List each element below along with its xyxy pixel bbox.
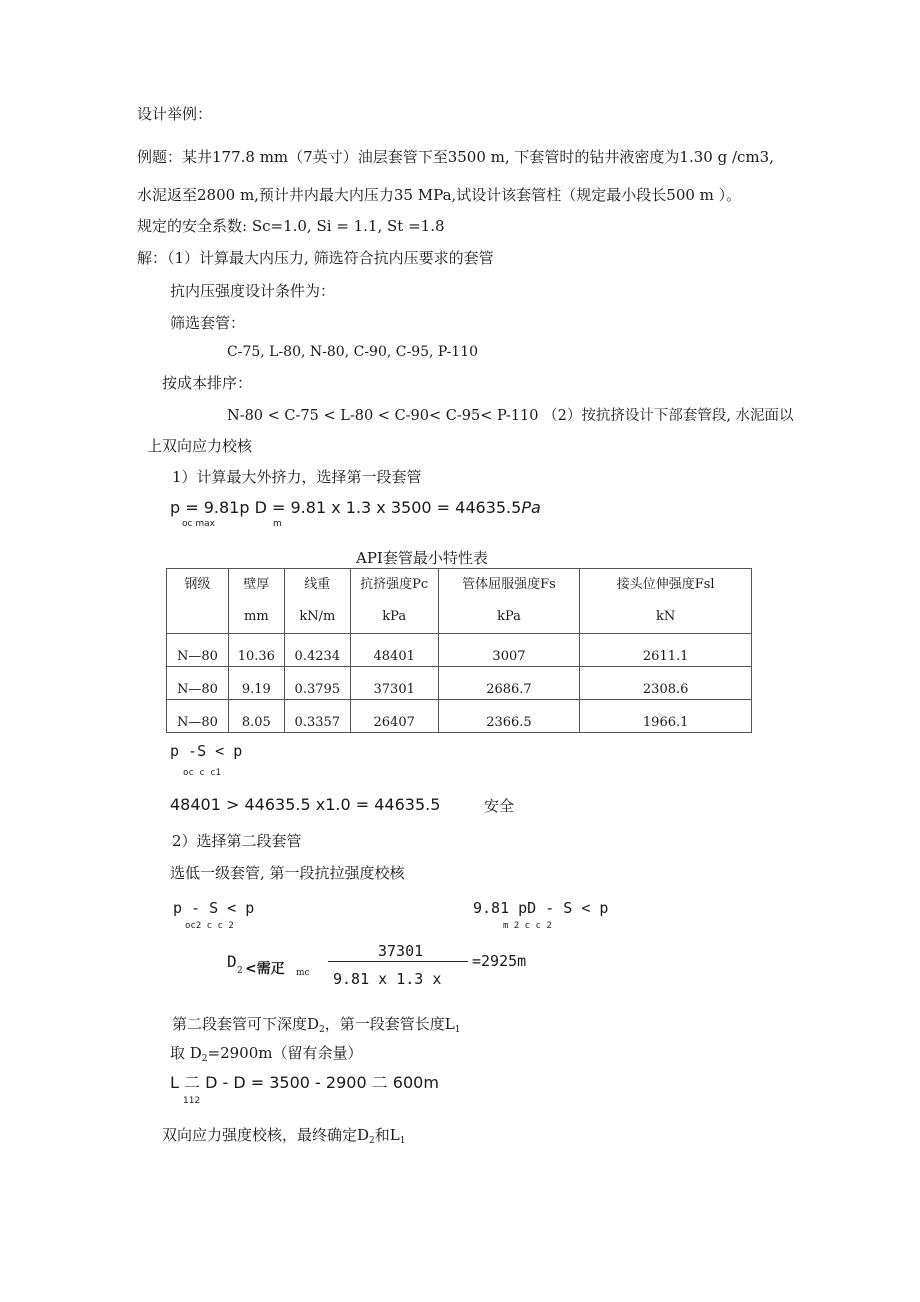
col-wall-thickness: 壁厚 mm bbox=[228, 569, 284, 634]
formula-subscript-oc: oc max bbox=[182, 519, 215, 529]
fraction-bar bbox=[328, 961, 468, 962]
second-depth-text: 第二段套管可下深度$D_2$，第一段套管长度$L_1$ bbox=[172, 1015, 461, 1035]
cost-order: N-80 < C-75 < L-80 < C-90< C-95< P-110 （2）按抗挤设计下部套管段, 水泥面以 bbox=[227, 408, 794, 424]
col-body-yield: 管体屈服强度Fs kPa bbox=[438, 569, 580, 634]
length-formula: L 二 D - D = 3500 - 2900 二 600m bbox=[170, 1073, 439, 1092]
collapse-check-expr: p -S < p bbox=[170, 742, 243, 760]
cost-order-label: 按成本排序： bbox=[162, 374, 253, 392]
collapse-check-calc: 48401 > 44635.5 x1.0 = 44635.5 bbox=[170, 795, 441, 814]
substep-2: 2）选择第二段套管 bbox=[172, 832, 302, 850]
fraction-numerator: 37301 bbox=[378, 942, 424, 960]
formula-subscript-m: m bbox=[273, 519, 282, 529]
grade-list: C-75, L-80, N-80, C-90, C-95, P-110 bbox=[227, 344, 479, 360]
second-expr-left: p - S < p bbox=[173, 899, 255, 917]
burst-condition: 抗内压强度设计条件为： bbox=[170, 282, 336, 300]
take-d2: 取 $D_2=2900m$（留有余量） bbox=[170, 1044, 363, 1064]
second-expr-right: 9.81 pD - S < p bbox=[473, 899, 609, 917]
table-row: N—80 10.36 0.4234 48401 3007 2611.1 bbox=[167, 634, 752, 667]
d2-relation: <需疋 bbox=[245, 961, 285, 977]
col-collapse-strength: 抗挤强度Pc kPa bbox=[350, 569, 438, 634]
length-formula-sub: 112 bbox=[183, 1096, 201, 1106]
solution-step-1: 解：（1）计算最大内压力, 筛选符合抗内压要求的套管 bbox=[137, 249, 494, 267]
table-header-row bbox=[167, 569, 752, 634]
formula-max-collapse bbox=[170, 498, 541, 518]
fraction-result: =2925m bbox=[472, 952, 527, 970]
formula-unit: Pa bbox=[521, 498, 541, 517]
final-check: 双向应力强度校核，最终确定$D_2$和$L_1$ bbox=[162, 1126, 406, 1146]
safety-factors: 规定的安全系数: Sc=1.0, Si = 1.1, St =1.8 bbox=[137, 217, 445, 235]
second-expr-left-sub: oc2 c c 2 bbox=[185, 921, 234, 931]
substep-1: 1）计算最大外挤力，选择第一段套管 bbox=[172, 468, 422, 486]
col-grade: 钢级 bbox=[167, 569, 229, 634]
collapse-check-result: 安全 bbox=[484, 797, 515, 815]
formula-main: p = 9.81p D = 9.81 x 1.3 x 3500 = 44635.5 bbox=[170, 498, 522, 517]
table-title: API套管最小特性表 bbox=[356, 549, 488, 567]
cost-order-continued: 上双向应力校核 bbox=[147, 437, 253, 455]
section-heading: 设计举例： bbox=[137, 105, 213, 123]
col-joint-strength: 接头位伸强度Fsl kN bbox=[580, 569, 752, 634]
table-row: N—80 9.19 0.3795 37301 2686.7 2308.6 bbox=[167, 667, 752, 700]
collapse-check-sub: oc c c1 bbox=[183, 768, 221, 778]
api-casing-table bbox=[166, 568, 752, 733]
table-row: N—80 8.05 0.3357 26407 2366.5 1966.1 bbox=[167, 700, 752, 733]
problem-line-2: 水泥返至2800 m,预计井内最大内压力35 MPa,试设计该套管柱（规定最小段长500 m ）。 bbox=[137, 186, 742, 204]
problem-line-1: 例题：某井177.8 mm（7英寸）油层套管下至3500 m, 下套管时的钻井液密度为1.30 g /cm3, bbox=[137, 148, 774, 166]
fraction-denominator: 9.81 x 1.3 x bbox=[333, 970, 442, 988]
second-expr-right-sub: m 2 c c 2 bbox=[503, 921, 552, 931]
d2-subscript: 2 bbox=[237, 966, 243, 976]
screen-casing: 筛选套管： bbox=[170, 314, 246, 332]
d2-label: D bbox=[227, 952, 237, 971]
tensile-check-desc: 选低一级套管, 第一段抗拉强度校核 bbox=[170, 864, 405, 882]
col-linear-weight: 线重 kN/m bbox=[284, 569, 350, 634]
d2-subscript-mc: mc bbox=[296, 968, 310, 978]
